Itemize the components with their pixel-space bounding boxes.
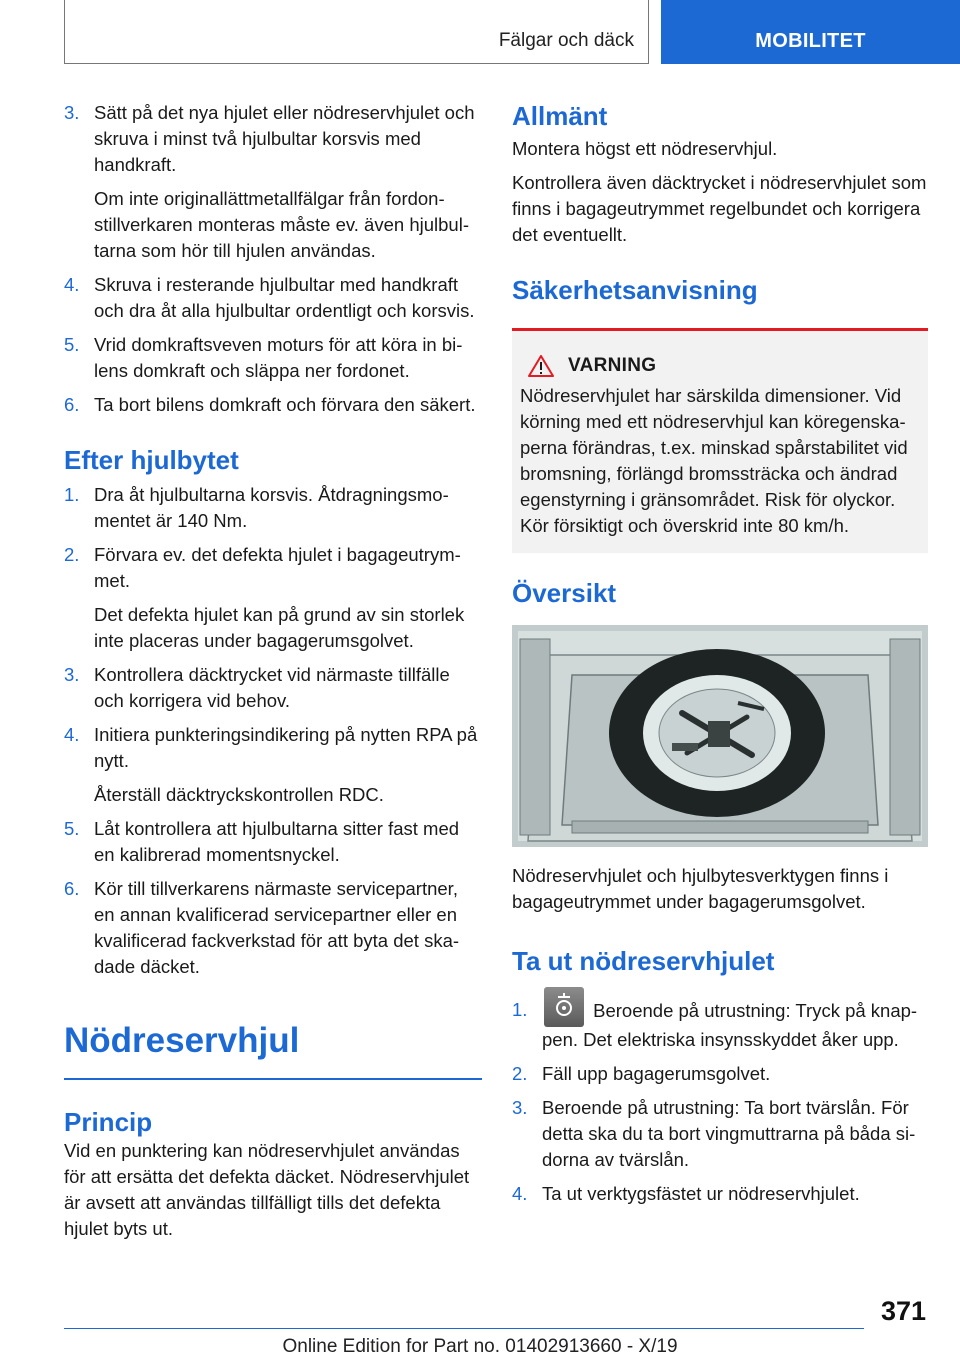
- step-number: 2.: [512, 1063, 528, 1084]
- spare-wheel-illustration: [512, 625, 928, 847]
- step-number: 4.: [64, 724, 80, 745]
- list-item: [64, 542, 482, 654]
- left-column: [64, 100, 482, 1242]
- list-item: [64, 272, 482, 324]
- remove-steps: [512, 997, 928, 1053]
- step-text: Låt kontrollera att hjulbultarna sitter fast med en kalibrerad momentsnyckel.: [94, 818, 460, 865]
- warning-title: VARNING: [568, 355, 657, 376]
- step-text: Om inte originallättmetallfälgar från fordonstillverkaren monteras måste ev. även hjulbultarna som hör till hjulen användas.: [94, 188, 469, 261]
- step-text: Fäll upp bagagerumsgolvet.: [542, 1063, 771, 1084]
- heading-rule: [64, 1078, 482, 1080]
- list-item: [64, 876, 482, 980]
- step-number: 6.: [64, 394, 80, 415]
- general-heading: Allmänt: [512, 101, 608, 131]
- principle-text: Vid en punktering kan nödreservhjulet användas för att ersätta det defekta däcket. Nödreservhjulet är avsett att användas tillfälligt tills det defekta hjulet byts ut.: [64, 1140, 470, 1239]
- step-text: Det defekta hjulet kan på grund av sin storlek inte placeras under bagagerumsgolvet.: [94, 604, 465, 651]
- warning-box: [512, 328, 928, 553]
- step-text: Kontrollera däcktrycket vid närmaste tillfälle och korrigera vid behov.: [94, 664, 450, 711]
- step-text: Dra åt hjulbultarna korsvis. Åtdragningsmomentet är 140 Nm.: [94, 484, 449, 531]
- step-number: 4.: [64, 274, 80, 295]
- step-number: 4.: [512, 1183, 528, 1204]
- chapter-tab[interactable]: MOBILITET: [661, 0, 960, 64]
- step-text: Skruva i resterande hjulbultar med handkraft och dra åt alla hjulbultar ordentligt och korsvis.: [94, 274, 475, 321]
- trunk-spare-wheel-image: [512, 625, 928, 847]
- footer-rule: [64, 1328, 864, 1329]
- step-number: 6.: [64, 878, 80, 899]
- list-item: [64, 332, 482, 384]
- warning-text: Nödreservhjulet har särskilda dimensioner. Vid körning med ett nödreservhjul kan köregenskaperna förändras, t.ex. minskad spårstabilitet vid bromsning, förlängd bromssträcka och ändrad egenstyrning i gränsområdet. Risk för olyckor. Kör försiktigt och överskrid inte 80 km/h.: [520, 385, 908, 536]
- step-text: Kör till tillverkarens närmaste servicepartner, en annan kvalificerad servicepartner eller en kvalificerad fackverkstad för att byta det skadade däcket.: [94, 878, 460, 977]
- edition-text: Online Edition for Part no. 01402913660 - X/19: [282, 1336, 678, 1357]
- list-item: [64, 100, 482, 264]
- list-item: [64, 816, 482, 868]
- step-number: 3.: [64, 102, 80, 123]
- warning-triangle-icon: [528, 355, 554, 377]
- general-text-2: Kontrollera även däcktrycket i nödreservhjulet som finns i bagageutrymmet regelbundet och korrigera det eventuellt.: [512, 172, 927, 245]
- step-number: 1.: [512, 999, 528, 1020]
- step-number: 2.: [64, 544, 80, 565]
- step-text: Beroende på utrustning: Ta bort tvärslån. För detta ska du ta bort vingmuttrarna på båda sidorna av tvärslån.: [542, 1097, 916, 1170]
- page-number: 371: [880, 1296, 926, 1326]
- step-number: 5.: [64, 818, 80, 839]
- step-text: Sätt på det nya hjulet eller nödreservhjulet och skruva i minst två hjulbultar korsvis med handkraft.: [94, 102, 475, 175]
- cover-button-icon: [544, 987, 584, 1027]
- step-text: Förvara ev. det defekta hjulet i bagageutrymmet.: [94, 544, 461, 591]
- step-text: Vrid domkraftsveven moturs för att köra in bilens domkraft och släppa ner fordonet.: [94, 334, 463, 381]
- after-change-steps: [64, 482, 482, 980]
- step-list-continued: [64, 100, 482, 418]
- step-text: Beroende på utrustning: Tryck på knappen. Det elektriska insynsskyddet åker upp.: [542, 999, 918, 1050]
- list-item: [512, 1181, 928, 1207]
- overview-heading: Översikt: [512, 578, 617, 608]
- principle-heading: Princip: [64, 1107, 153, 1137]
- general-text-1: Montera högst ett nödreservhjul.: [512, 138, 778, 159]
- list-item: [64, 482, 482, 534]
- list-item: [64, 392, 482, 418]
- overview-caption: Nödreservhjulet och hjulbytesverktygen finns i bagageutrymmet under bagagerumsgolvet.: [512, 865, 889, 912]
- list-item: [512, 1095, 928, 1173]
- step-text: Ta bort bilens domkraft och förvara den säkert.: [94, 394, 476, 415]
- remove-steps-more: [512, 1061, 928, 1207]
- right-column: [512, 100, 928, 1215]
- spare-wheel-heading: Nödreservhjul: [64, 1021, 300, 1060]
- step-number: 5.: [64, 334, 80, 355]
- list-item: [64, 662, 482, 714]
- step-number: 3.: [512, 1097, 528, 1118]
- remove-spare-heading: Ta ut nödreservhjulet: [512, 946, 775, 976]
- step-text: Ta ut verktygsfästet ur nödreservhjulet.: [542, 1183, 860, 1204]
- list-item: [512, 1061, 928, 1087]
- step-text: Återställ däcktryckskontrollen RDC.: [94, 784, 384, 805]
- header-frame: [64, 0, 649, 64]
- after-change-heading: Efter hjulbytet: [64, 445, 239, 475]
- step-number: 3.: [64, 664, 80, 685]
- list-item: [64, 722, 482, 808]
- section-title: Fälgar och däck: [498, 30, 634, 51]
- list-item: [512, 997, 928, 1053]
- safety-heading: Säkerhetsanvisning: [512, 275, 758, 305]
- warning-header: [528, 355, 920, 377]
- step-text: Initiera punkteringsindikering på nytten RPA på nytt.: [94, 724, 478, 771]
- step-number: 1.: [64, 484, 80, 505]
